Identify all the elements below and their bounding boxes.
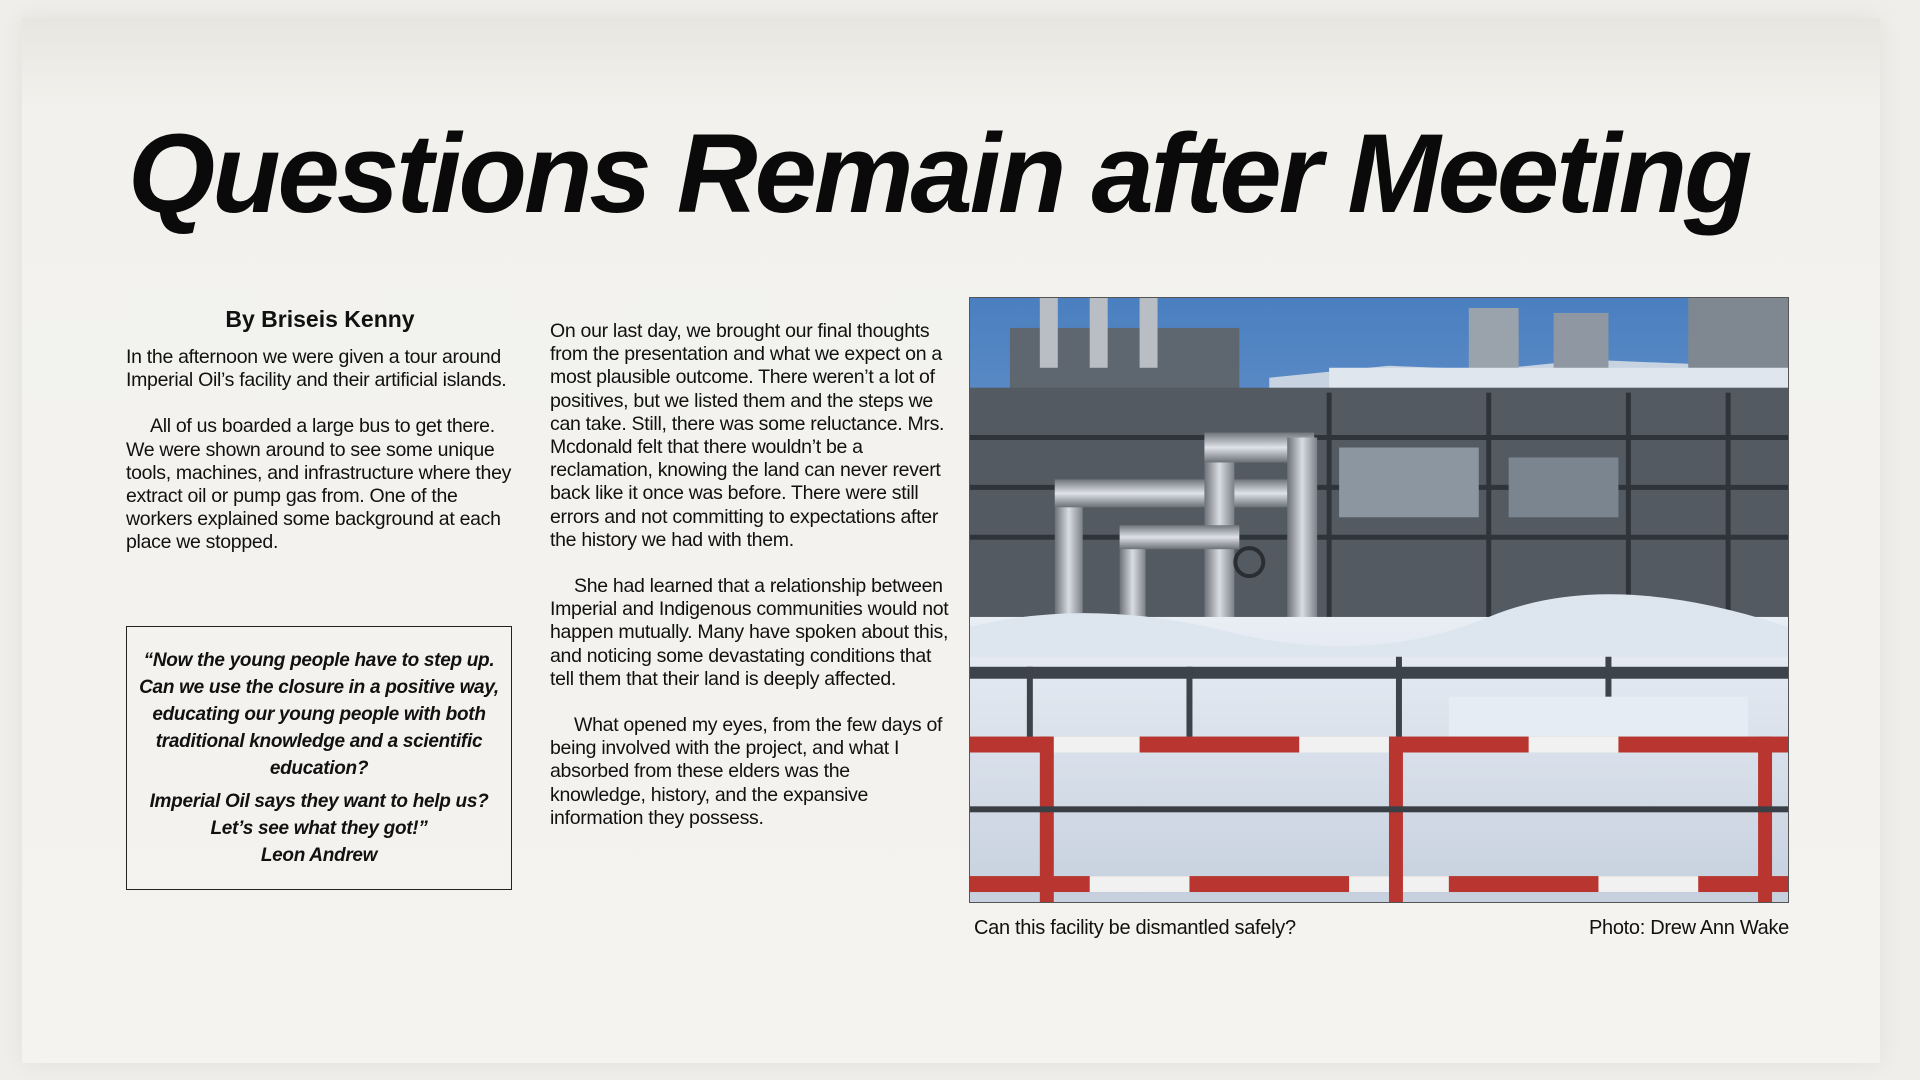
byline: By Briseis Kenny [225,306,415,332]
pull-quote [126,626,512,890]
facility-photo [969,297,1789,903]
article-column-1 [126,346,521,578]
paragraph: In the afternoon we were given a tour around Imperial Oil’s facility and their artificial islands. [126,346,507,392]
pull-quote-text: “Now the young people have to step up. Can we use the closure in a positive way, educating our young people with both traditional knowledge and a scientific education? [139,650,499,779]
article-column-2 [550,320,950,853]
paragraph: On our last day, we brought our final thoughts from the presentation and what we expect on a most plausible outcome. There weren’t a lot of positives, but we listed them and the steps we can take. Still, there was some reluctance. Mrs. Mcdonald felt that there wouldn’t be a reclamation, knowing the land can never revert back like it once was before. There were still errors and not committing to expectations after the history we had with them. [550,320,945,551]
pull-quote-text: Imperial Oil says they want to help us? Let’s see what they got!” [149,791,489,839]
headline: Questions Remain after Meeting [128,111,1750,236]
photo-credit: Photo: Drew Ann Wake [1588,917,1789,939]
paragraph: All of us boarded a large bus to get there. We were shown around to see some unique tools, machines, and infrastructure where they extract oil or pump gas from. One of the workers explained some background at each place we stopped. [126,415,512,554]
paragraph: What opened my eyes, from the few days of being involved with the project, and what I absorbed from these elders was the knowledge, history, and the expansive information they possess. [550,714,943,829]
photo-caption: Can this facility be dismantled safely? [974,917,1296,939]
facility-photo-illustration [970,298,1788,902]
pull-quote-attribution: Leon Andrew [260,845,378,866]
paragraph: She had learned that a relationship between Imperial and Indigenous communities would not happen mutually. Many have spoken about this, and noticing some devastating conditions that tell them that their land is deeply affected. [550,575,949,690]
